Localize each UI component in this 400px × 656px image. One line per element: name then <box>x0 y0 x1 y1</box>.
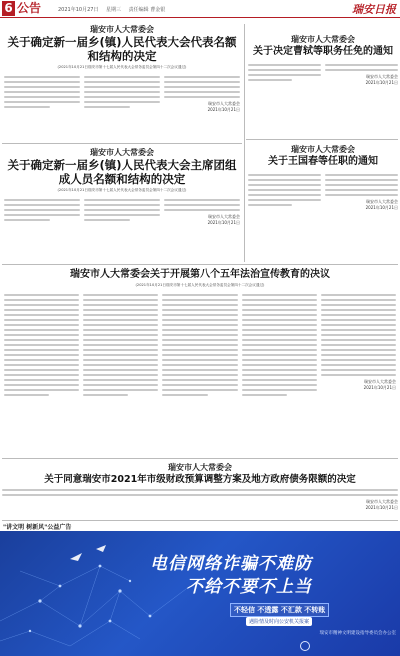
issue-meta <box>58 6 171 13</box>
article-subtitle: 瑞安市人大常委会 <box>291 35 355 44</box>
article-cao-appointment <box>248 34 398 138</box>
article-signature: 瑞安市人大常委会 <box>366 499 398 504</box>
row-divider <box>2 458 398 459</box>
issue-weekday: 星期三 <box>106 7 122 13</box>
article-title: 关于同意瑞安市2021年市级财政预算调整方案及地方政府债务限额的决定 <box>44 474 356 485</box>
issue-editor: 责任编辑 曹金银 <box>128 7 166 13</box>
ad-headline-2: 不给不要不上当 <box>186 577 312 597</box>
column-divider <box>244 24 245 262</box>
civilization-logo-icon <box>300 641 310 651</box>
article-signature: 瑞安市人大常委会 <box>366 74 398 79</box>
article-note: (2021年10月21日瑞安市第十七届人民代表大会常务委员会第四十二次会议通过) <box>57 65 187 69</box>
article-body <box>4 73 240 113</box>
article-body <box>4 291 396 399</box>
article-signature-date: 2021年10月21日 <box>365 205 398 210</box>
article-presidium-quota <box>4 147 240 261</box>
article-signature-date: 2021年10月21日 <box>365 80 398 85</box>
article-note: (2021年10月21日瑞安市第十七届人民代表大会常务委员会第四十二次会议通过) <box>57 188 187 192</box>
article-law-education-resolution <box>4 268 396 456</box>
article-signature: 瑞安市人大常委会 <box>208 101 240 106</box>
issue-date: 2021年10月27日 <box>58 7 99 13</box>
row-divider <box>2 143 242 144</box>
article-subtitle: 瑞安市人大常委会 <box>90 25 154 34</box>
row-divider <box>2 264 398 265</box>
article-title: 关于王国春等任职的通知 <box>268 156 378 167</box>
page-number: 6 <box>2 1 15 16</box>
article-budget-adjustment <box>2 462 398 518</box>
article-body <box>248 61 398 86</box>
ad-tag: "讲文明 树新风"公益广告 <box>3 524 72 531</box>
ad-headline-1: 电信网络诈骗不难防 <box>150 554 312 574</box>
article-delegate-quota <box>4 24 240 140</box>
row-divider <box>2 520 398 521</box>
ad-issuer: 瑞安市精神文明建设指导委员会办公室 <box>319 631 396 636</box>
article-signature: 瑞安市人大常委会 <box>366 199 398 204</box>
article-title: 关于确定新一届乡(镇)人民代表大会主席团组成人员名额和结构的决定 <box>7 158 237 186</box>
article-signature-date: 2021年10月21日 <box>363 385 397 390</box>
ad-slogan: 不轻信 不透露 不汇款 不转账 <box>230 603 329 617</box>
ad-tip: 遇险情及时向公安机关报案 <box>246 617 312 626</box>
article-signature-date: 2021年10月21日 <box>207 107 240 112</box>
article-signature-date: 2021年10月21日 <box>207 220 240 225</box>
article-subtitle: 瑞安市人大常委会 <box>168 463 232 472</box>
masthead <box>0 0 400 18</box>
article-note: (2021年10月21日瑞安市第十七届人民代表大会常务委员会第四十二次会议通过) <box>135 283 265 287</box>
article-subtitle: 瑞安市人大常委会 <box>291 145 355 154</box>
article-title: 关于确定新一届乡(镇)人民代表大会代表名额和结构的决定 <box>7 35 237 63</box>
article-wang-appointment <box>248 144 398 262</box>
article-body <box>248 171 398 211</box>
article-title: 关于决定曹轼等职务任免的通知 <box>253 46 393 57</box>
article-signature: 瑞安市人大常委会 <box>208 214 240 219</box>
section-name: 公告 <box>17 1 42 15</box>
article-signature-date: 2021年10月21日 <box>365 505 398 510</box>
paper-logo: 瑞安日报 <box>352 3 396 16</box>
article-body <box>4 196 240 226</box>
article-title: 瑞安市人大常委会关于开展第八个五年法治宣传教育的决议 <box>70 269 330 280</box>
row-divider <box>246 139 398 140</box>
anti-fraud-banner <box>0 531 400 656</box>
article-signature: 瑞安市人大常委会 <box>364 379 397 384</box>
article-subtitle: 瑞安市人大常委会 <box>90 148 154 157</box>
